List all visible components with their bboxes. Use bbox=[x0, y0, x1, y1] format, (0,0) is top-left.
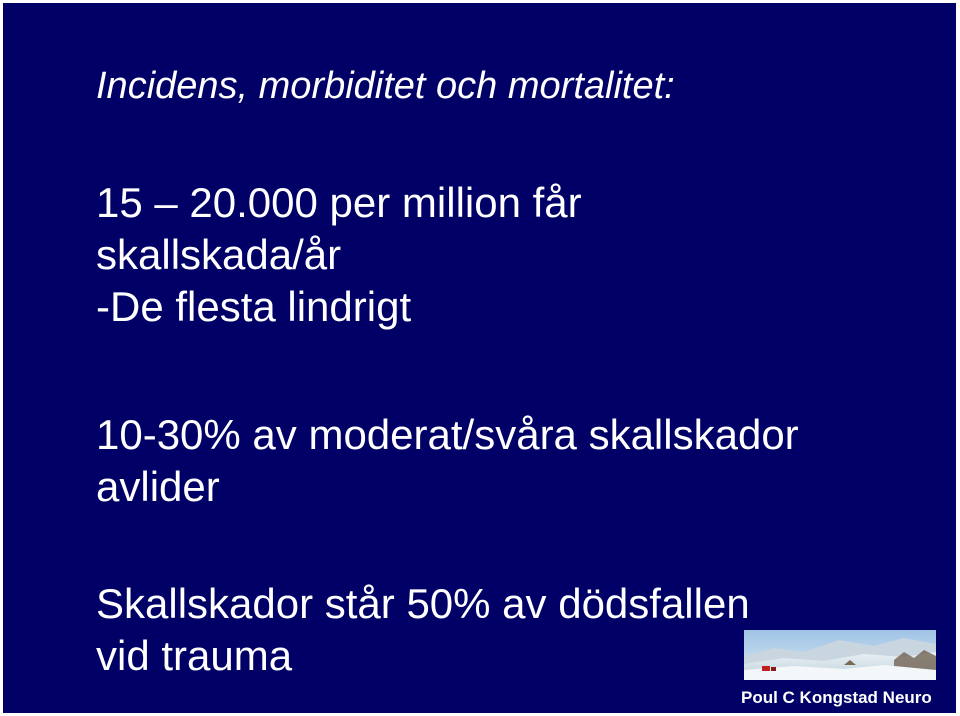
text-line: avlider bbox=[96, 463, 220, 510]
text-line: Skallskador står 50% av dödsfallen bbox=[96, 580, 750, 627]
trauma-paragraph bbox=[96, 578, 750, 682]
text-line: skallskada/år bbox=[96, 231, 342, 278]
slide bbox=[3, 3, 956, 713]
mortality-paragraph bbox=[96, 409, 799, 513]
slide-title: Incidens, morbiditet och mortalitet: bbox=[96, 65, 675, 107]
landscape-photo bbox=[744, 630, 936, 680]
text-line: 10-30% av moderat/svåra skallskador bbox=[96, 411, 799, 458]
text-line: 15 – 20.000 per million får bbox=[96, 179, 582, 226]
incidence-paragraph bbox=[96, 177, 582, 333]
text-line: -De flesta lindrigt bbox=[96, 283, 412, 330]
winter-mountain-landscape-photo-icon bbox=[744, 630, 936, 680]
author-footer: Poul C Kongstad Neuro bbox=[741, 688, 932, 707]
text-line: vid trauma bbox=[96, 632, 293, 679]
